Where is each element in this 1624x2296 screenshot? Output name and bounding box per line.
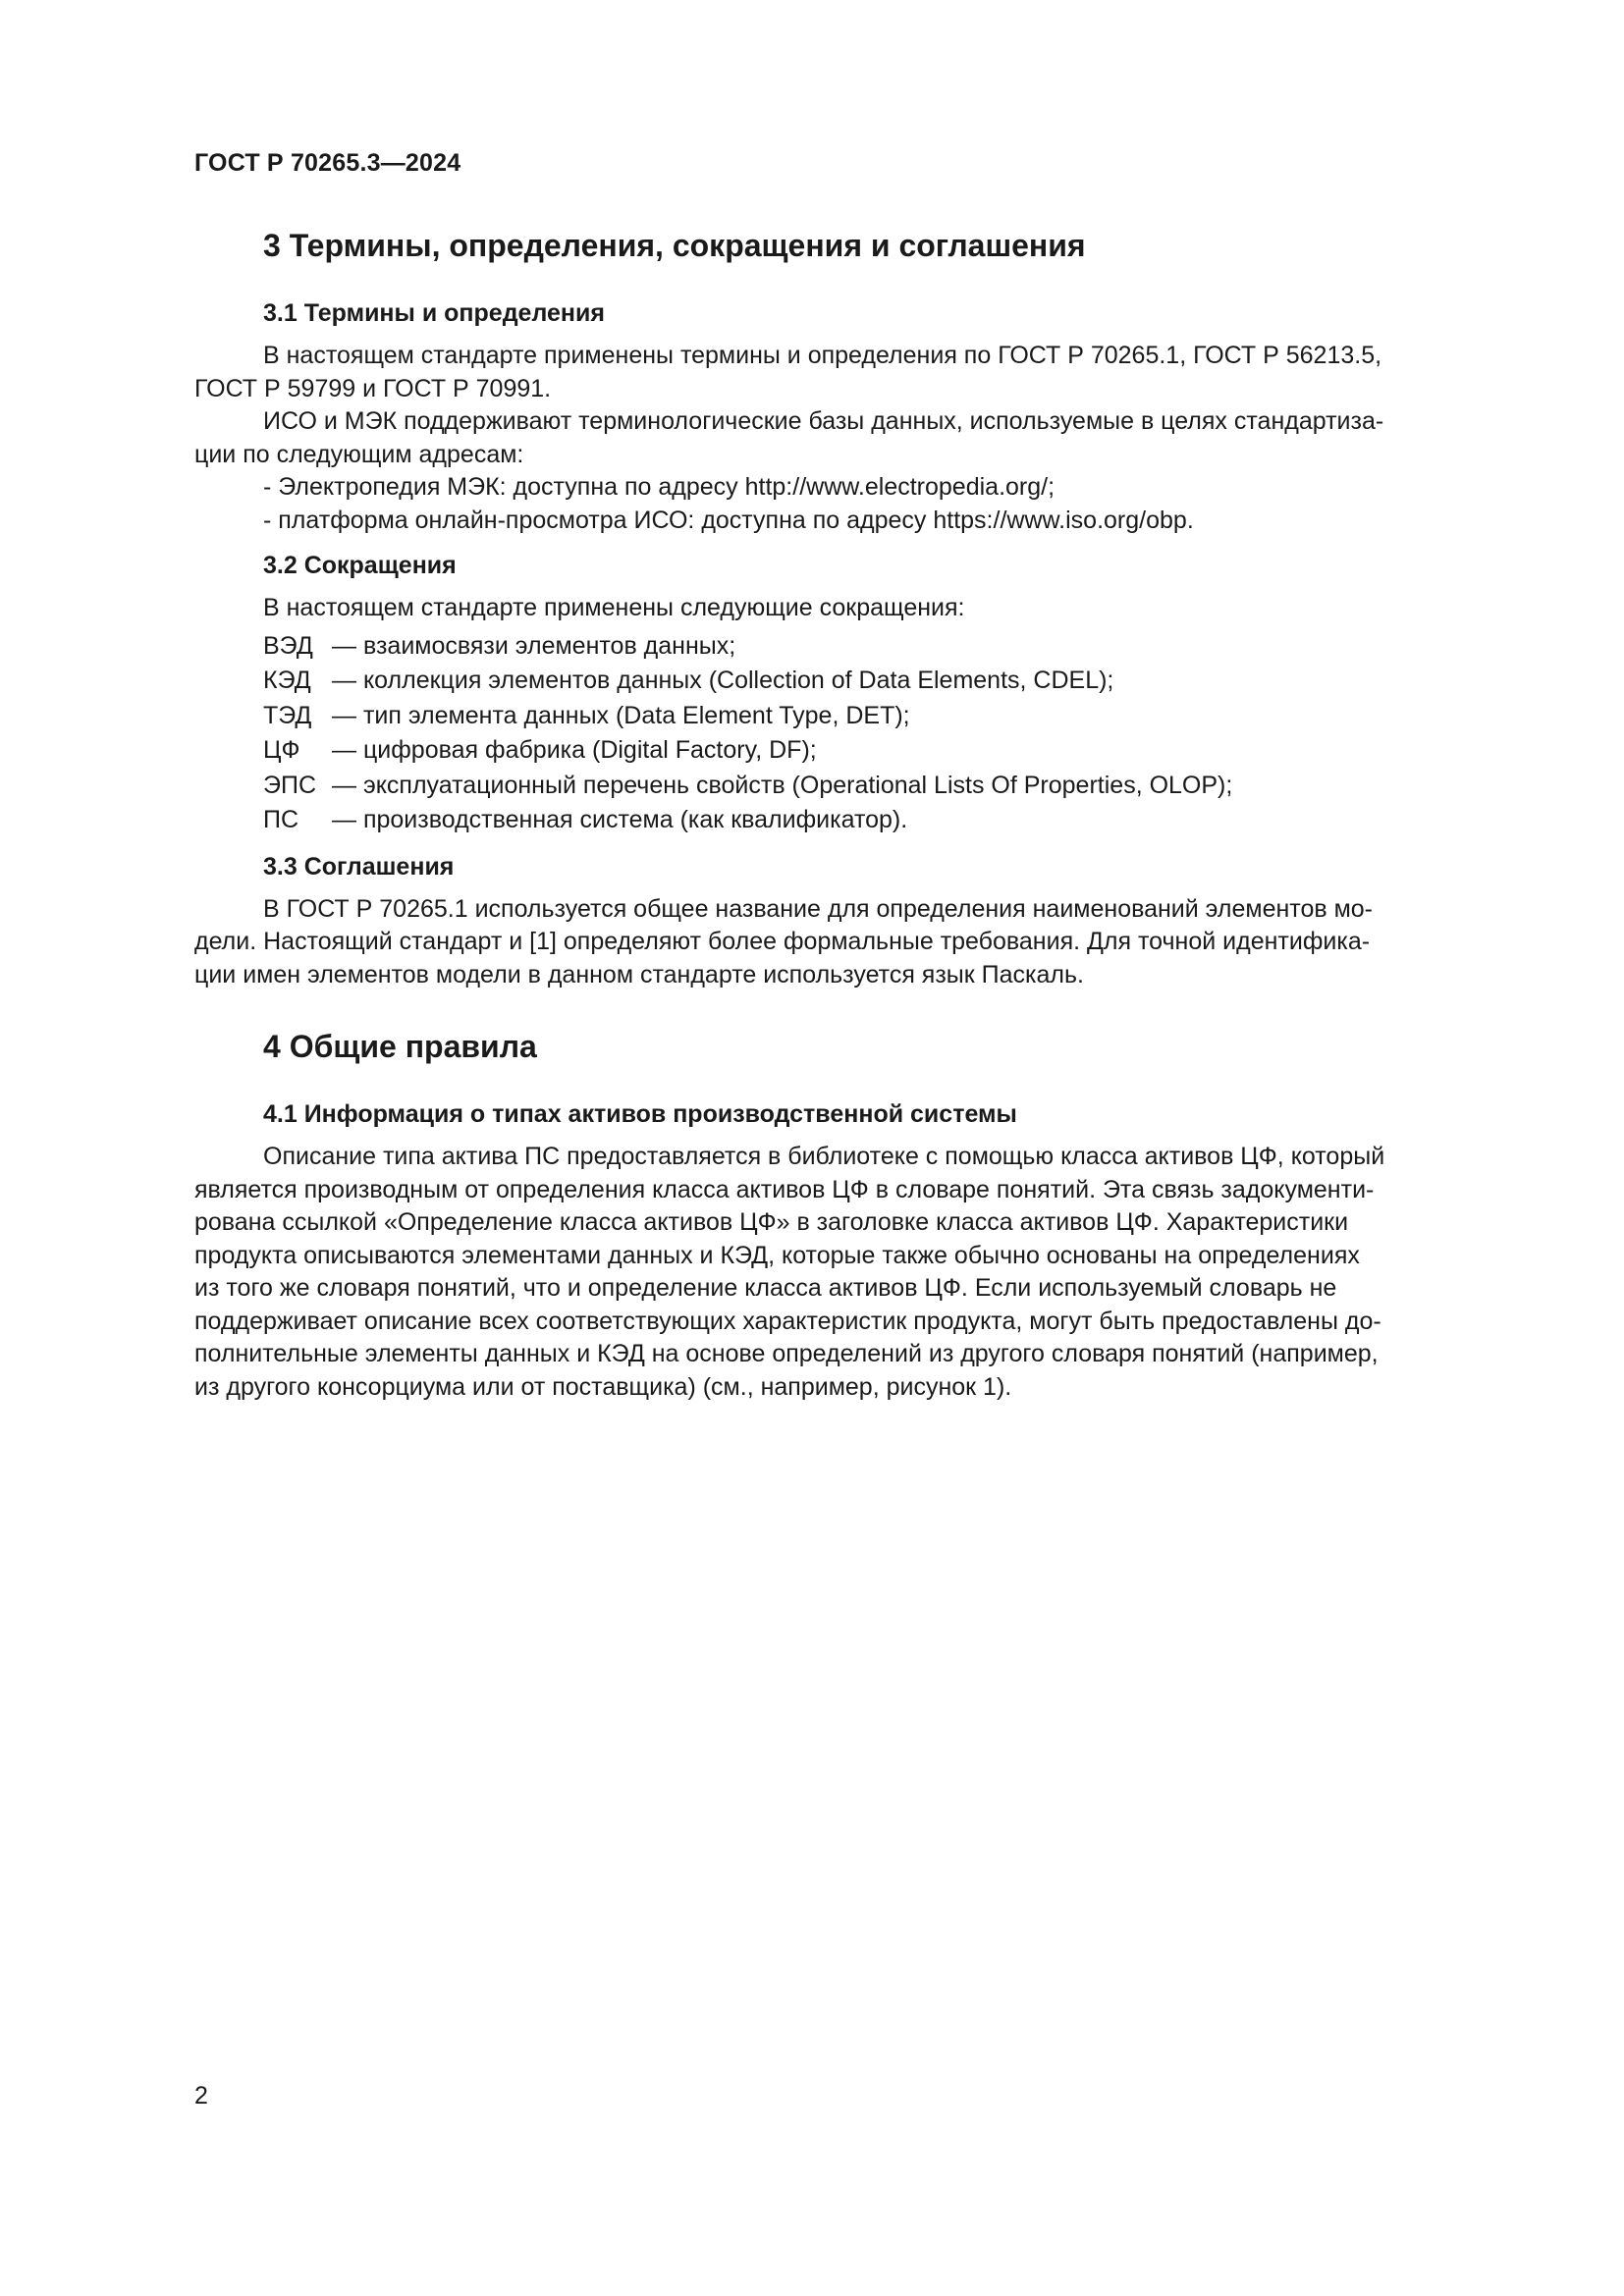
paragraph-line: дели. Настоящий стандарт и [1] определяют более формальные требования. Для точной идентифика- — [194, 928, 1371, 955]
paragraph-line: из другого консорциума или от поставщика) (см., например, рисунок 1). — [194, 1372, 1012, 1401]
abbreviation-row — [263, 629, 1518, 665]
abbreviation-text: — тип элемента данных (Data Element Type, DET); — [332, 701, 910, 729]
abbreviation-text: — эксплуатационный перечень свойств (Operational Lists Of Properties, OLOP); — [332, 771, 1233, 799]
abbreviation-key: КЭД — [263, 667, 311, 694]
paragraph-line: поддерживает описание всех соответствующих характеристик продукта, могут быть предоставлены до- — [194, 1307, 1381, 1335]
abbreviation-row — [263, 803, 1518, 838]
paragraph-line: полнительные элементы данных и КЭД на основе определений из другого словаря понятий (например, — [194, 1340, 1379, 1367]
paragraph-line: из того же словаря понятий, что и определение класса активов ЦФ. Если используемый словарь не — [194, 1274, 1337, 1302]
abbreviation-key: ЦФ — [263, 736, 300, 764]
abbreviation-key: ПС — [263, 806, 299, 833]
list-item: - Электропедия МЭК: доступна по адресу http://www.electropedia.org/; — [263, 473, 1056, 501]
abbreviation-text: — производственная система (как квалификатор). — [332, 806, 908, 833]
paragraph-line: ИСО и МЭК поддерживают терминологические базы данных, используемые в целях стандартиза- — [263, 407, 1384, 435]
paragraph-line: ции по следующим адресам: — [194, 440, 524, 468]
paragraph-line: рована ссылкой «Определение класса активов ЦФ» в заголовке класса активов ЦФ. Характеристики — [194, 1208, 1349, 1236]
abbreviation-key: ТЭД — [263, 701, 312, 729]
section-4-title: 4 Общие правила — [263, 1029, 537, 1064]
section-3-2-title: 3.2 Сокращения — [263, 552, 457, 579]
paragraph-line: продукта описываются элементами данных и КЭД, которые также обычно основаны на определениях — [194, 1241, 1360, 1269]
abbreviation-row — [263, 699, 1518, 734]
paragraph-line: является производным от определения класса активов ЦФ в словаре понятий. Эта связь задокументи- — [194, 1175, 1375, 1203]
document-body — [194, 224, 1518, 1404]
abbreviation-row — [263, 664, 1518, 699]
abbreviation-key: ЭПС — [263, 771, 316, 799]
paragraph-line: Описание типа актива ПС предоставляется в библиотеке с помощью класса активов ЦФ, который — [263, 1143, 1385, 1170]
paragraph-line: В настоящем стандарте применены термины и определения по ГОСТ Р 70265.1, ГОСТ Р 56213.5, — [263, 342, 1382, 369]
abbreviation-text: — взаимосвязи элементов данных; — [332, 631, 736, 660]
page-number: 2 — [194, 2082, 208, 2109]
abbreviation-text: — цифровая фабрика (Digital Factory, DF); — [332, 736, 817, 764]
section-4-1-title: 4.1 Информация о типах активов производственной системы — [263, 1100, 1017, 1128]
abbreviation-row — [263, 769, 1518, 804]
abbreviation-text: — коллекция элементов данных (Collection of Data Elements, CDEL); — [332, 667, 1114, 694]
list-item: - платформа онлайн-просмотра ИСО: доступна по адресу https://www.iso.org/obp. — [263, 506, 1194, 534]
paragraph-line: ции имен элементов модели в данном стандарте используется язык Паскаль. — [194, 960, 1084, 988]
paragraph-line: В настоящем стандарте применены следующие сокращения: — [263, 594, 965, 621]
document-code-header: ГОСТ Р 70265.3—2024 — [194, 149, 461, 177]
section-3-1-title: 3.1 Термины и определения — [263, 299, 605, 327]
abbreviation-row — [263, 733, 1518, 769]
paragraph-line: В ГОСТ Р 70265.1 используется общее название для определения наименований элементов мо- — [263, 894, 1373, 923]
section-3-3-title: 3.3 Соглашения — [263, 852, 455, 881]
section-3-title: 3 Термины, определения, сокращения и соглашения — [263, 228, 1086, 263]
abbreviation-key: ВЭД — [263, 631, 313, 660]
paragraph-line: ГОСТ Р 59799 и ГОСТ Р 70991. — [194, 374, 552, 402]
